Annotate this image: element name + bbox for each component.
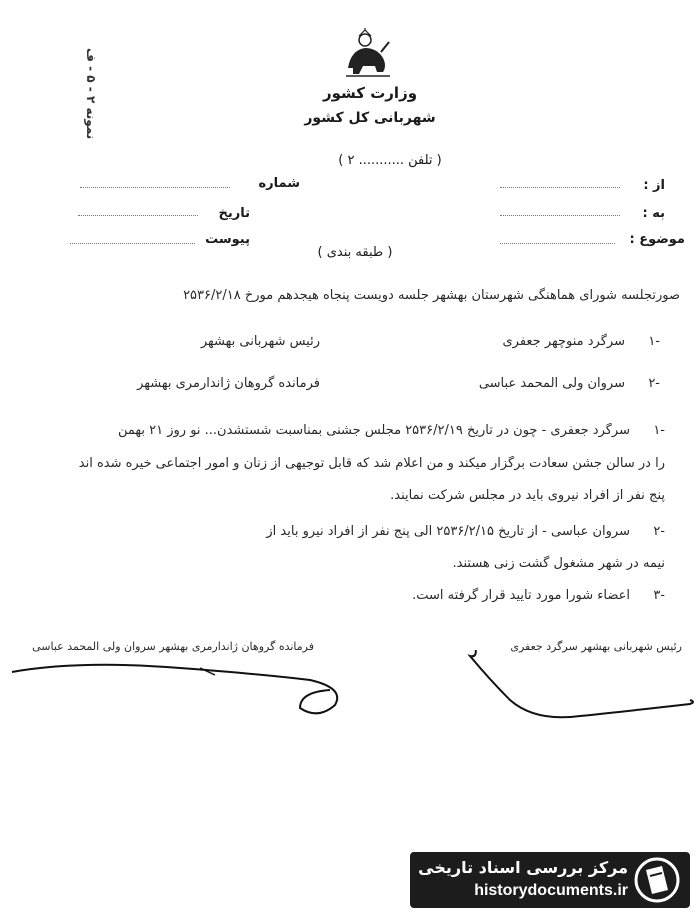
item-line: اعضاء شورا مورد تایید قرار گرفته است. [412,588,630,603]
attendee-name: سرگرد منوچهر جعفری [502,334,625,349]
department-name: شهربانی کل کشور [304,110,436,126]
item-number: ۳- [653,588,665,603]
number-field [80,186,230,188]
lion-and-sun-emblem-icon [343,28,393,80]
item-number: ۲- [653,524,665,539]
attendee-number: ۲- [648,376,660,391]
archive-logo-icon [632,856,682,904]
subject-label: موضوع : [629,232,685,247]
to-label: به : [642,206,665,221]
classification: ( طبقه بندی ) [317,245,393,260]
ministry-name: وزارت کشور [322,84,418,102]
from-field [500,186,620,188]
item-line: نیمه در شهر مشغول گشت زنی هستند. [452,556,665,571]
from-label: از : [643,178,665,193]
signature-caption-left: فرمانده گروهان ژاندارمری بهشهر سروان ولی المحمد عباسی [32,640,314,653]
form-number: نمونه ۲ - ۵ - ف [84,48,98,140]
item-number: ۱- [653,423,665,438]
archive-name: مرکز بررسی اسناد تاریخی [418,858,628,877]
phone-line: ( تلفن ........... ۲ ) [338,153,442,168]
attendee-role: فرمانده گروهان ژاندارمری بهشهر [137,376,320,391]
item-line: پنج نفر از افراد نیروی باید در مجلس شرکت نمایند. [390,488,665,503]
item-line: را در سالن جشن سعادت برگزار میکند و من اعلام شد که قابل توجیهی از زنان و امور اجتماعی خیره شده اند [78,456,665,471]
attendee-name: سروان ولی المحمد عباسی [478,376,625,391]
item-line: سرگرد جعفری - چون در تاریخ ۲۵۳۶/۲/۱۹ مجلس جشنی بمناسبت شستشدن... نو روز ۲۱ بهمن [117,423,630,438]
attendee-role: رئیس شهربانی بهشهر [200,334,320,349]
attendee-number: ۱- [648,334,660,349]
date-label: تاریخ [218,206,250,221]
signature-caption-right: رئیس شهربانی بهشهر سرگرد جعفری [510,640,682,653]
subject-field [500,242,615,244]
number-label: شماره [258,176,300,191]
attachment-field [70,242,195,244]
archive-url: historydocuments.ir [474,882,628,899]
date-field [78,214,198,216]
attachment-label: پیوست [205,232,250,247]
item-line: سروان عباسی - از تاریخ ۲۵۳۶/۲/۱۵ الی پنج نفر از افراد نیرو باید از [266,524,630,539]
minutes-intro: صورتجلسه شورای هماهنگی شهرستان بهشهر جلسه دویست پنجاه هیجدهم مورخ ۲۵۳۶/۲/۱۸ [183,288,680,303]
handwritten-signatures [0,650,700,770]
to-field [500,214,620,216]
